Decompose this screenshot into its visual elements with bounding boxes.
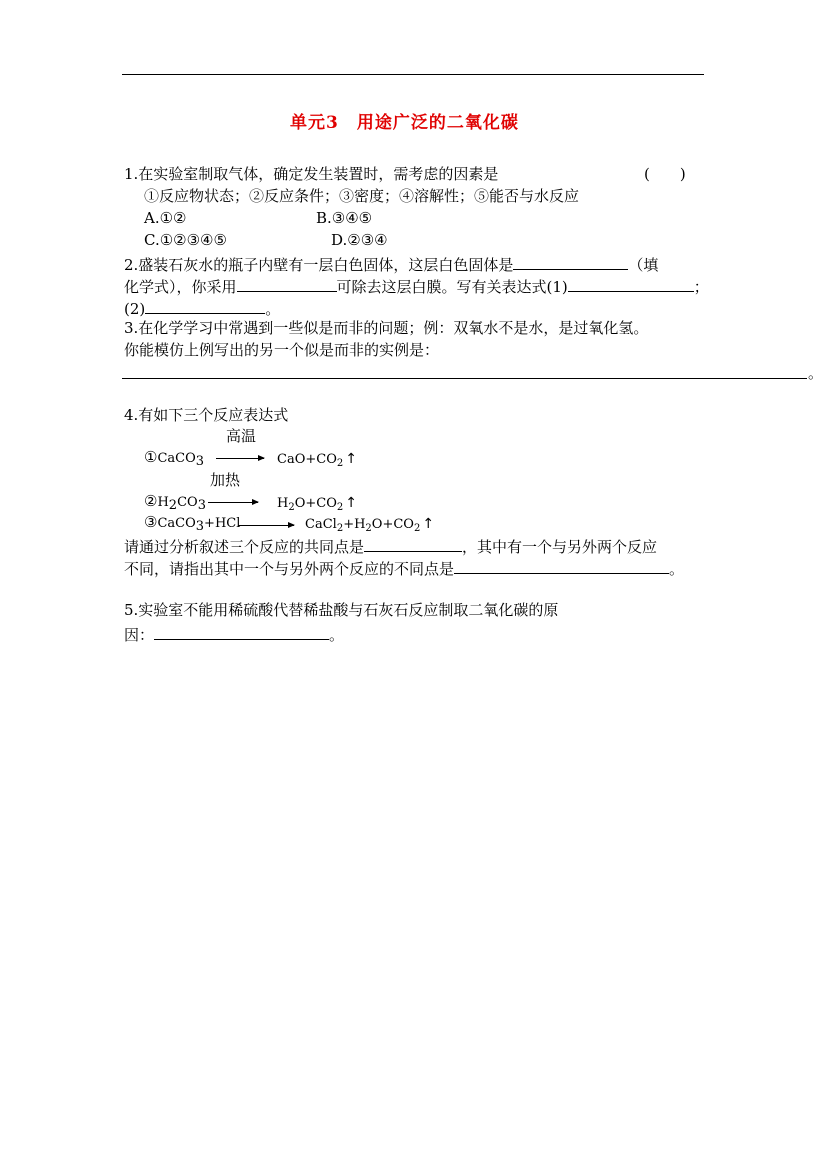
q4-r2-reactant-sub-2: 3 [197, 498, 206, 513]
q4-reaction-1-right [277, 452, 357, 469]
q1-factors: ①反应物状态；②反应条件；③密度；④溶解性；⑤能否与水反应 [144, 187, 580, 205]
q4-r1-number: ① [144, 448, 158, 466]
q4-reaction-2-left [144, 494, 206, 512]
q2-blank-method[interactable] [237, 277, 337, 292]
q4-reaction-3-left [144, 515, 240, 533]
q2-line3 [124, 299, 280, 317]
q4-r3-product-2: +H [343, 517, 366, 532]
q4-stem: 4.有如下三个反应表达式 [124, 406, 289, 424]
q4-r3-product: CaCl [305, 517, 337, 532]
q1-option-c: C.①②③④⑤ [144, 231, 227, 249]
q4-r2-product-sub-2: 2 [336, 502, 344, 513]
q4-text-a: 请通过分析叙述三个反应的共同点是 [124, 538, 365, 556]
q4-reaction-3-right [305, 517, 434, 534]
q1-answer-paren: ( ) [644, 165, 686, 183]
q4-r1-reactant: CaCO [157, 451, 196, 466]
q4-r1-reactant-sub: 3 [195, 454, 205, 469]
q1-option-a: A.①② [144, 209, 187, 227]
q3-line1: 3.在化学学习中常遇到一些似是而非的问题；例：双氧水不是水，是过氧化氢。 [124, 319, 649, 337]
q2-text-2b: 可除去这层白膜。写有关表达式(1) [336, 278, 568, 296]
q4-text-b: ，其中有一个与另外两个反应 [462, 538, 658, 556]
q4-condition-high-temp: 高温 [226, 427, 257, 445]
q2-blank-solid[interactable] [513, 255, 628, 270]
q4-reaction-2-right [277, 496, 357, 513]
gas-arrow-icon: ↑ [422, 516, 435, 532]
q3-end-mark: 。 [808, 364, 824, 382]
q5-text-end: 。 [329, 626, 345, 644]
q4-r2-reactant-sub-1: 2 [168, 498, 178, 513]
q2-blank-equation-1[interactable] [568, 277, 694, 292]
q4-r1-product-sub: 2 [336, 458, 344, 469]
q4-r3-reactant-sub: 3 [195, 519, 205, 534]
q2-line1 [124, 255, 658, 273]
q2-text-1-end: （填 [628, 256, 659, 274]
q4-r3-reactant: CaCO [157, 516, 196, 531]
q4-line-difference [124, 559, 684, 577]
q2-text-2-end: ； [693, 278, 709, 296]
q4-r3-product-sub-1: 2 [336, 523, 344, 534]
q1-stem: 1.在实验室制取气体，确定发生装置时，需考虑的因素是 [124, 165, 499, 183]
q5-blank-reason[interactable] [154, 625, 329, 640]
q3-line2: 你能模仿上例写出的另一个似是而非的实例是： [124, 341, 440, 359]
q4-r3-reactant-2: +HCl [204, 516, 241, 531]
q2-text-3a: (2) [124, 300, 146, 318]
q4-r3-product-3: O+CO [371, 517, 414, 532]
q2-line2 [124, 277, 709, 295]
q4-r3-product-sub-3: 2 [413, 523, 421, 534]
q4-r2-product-sub-1: 2 [288, 502, 295, 513]
q4-r2-number: ② [144, 492, 158, 510]
q5-line2 [124, 625, 344, 643]
q4-line-common [124, 537, 657, 555]
q4-blank-difference[interactable] [454, 559, 669, 574]
q4-r1-arrow [216, 458, 264, 459]
q1-option-b: B.③④⑤ [316, 209, 373, 227]
q4-text-2a: 不同，请指出其中一个与另外两个反应的不同点是 [124, 560, 455, 578]
gas-arrow-icon: ↑ [345, 495, 357, 511]
q4-r3-number: ③ [144, 513, 158, 531]
q5-line1: 5.实验室不能用稀硫酸代替稀盐酸与石灰石反应制取二氧化碳的原 [124, 601, 559, 619]
q4-reaction-1-left [144, 450, 204, 468]
header-rule [122, 74, 704, 75]
q4-text-2-end: 。 [669, 560, 685, 578]
gas-arrow-icon: ↑ [345, 451, 357, 467]
q4-condition-heat: 加热 [210, 471, 241, 489]
q2-text-1: 2.盛装石灰水的瓶子内壁有一层白色固体，这层白色固体是 [124, 256, 514, 274]
q5-text-a: 因： [124, 626, 155, 644]
q4-r1-product: CaO+CO [277, 452, 337, 467]
q4-r2-reactant-2: CO [177, 495, 198, 510]
q4-r2-arrow [208, 502, 258, 503]
q3-answer-blank[interactable] [122, 378, 807, 379]
q4-r2-product-2: O+CO [294, 496, 337, 511]
q2-text-3-end: 。 [265, 300, 281, 318]
q4-blank-common[interactable] [364, 537, 462, 552]
q4-r2-product: H [277, 496, 289, 511]
q4-r3-product-sub-2: 2 [365, 523, 372, 534]
q2-blank-equation-2[interactable] [145, 299, 265, 314]
q1-option-d: D.②③④ [331, 231, 388, 249]
page-title: 单元3 用途广泛的二氧化碳 [290, 113, 519, 133]
q4-r3-arrow [238, 525, 294, 526]
q2-text-2a: 化学式），你采用 [124, 278, 237, 296]
q4-r2-reactant: H [157, 495, 169, 510]
